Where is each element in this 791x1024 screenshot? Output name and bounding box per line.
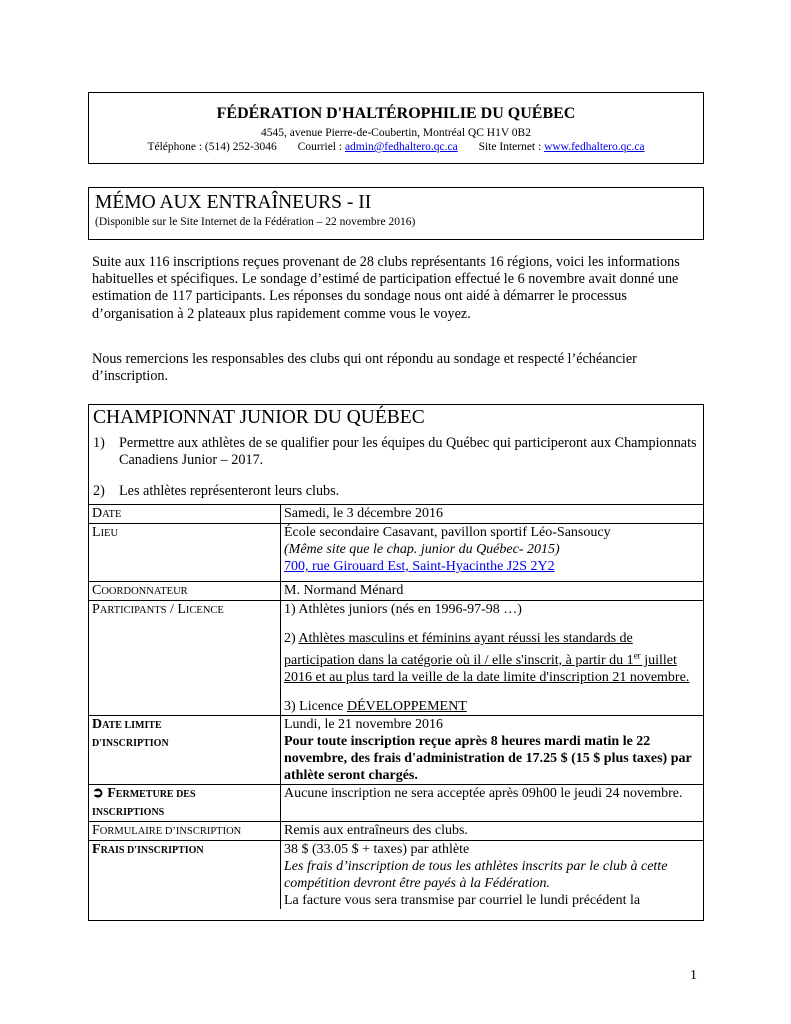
- intro-paragraph-1: Suite aux 116 inscriptions reçues provenant de 28 clubs représentants 16 régions, voici les informations habituelles et spécifiques. Le sondage d’estimé de participation effectué le 6 novembre avait donné une estimation de 117 participants. Les réponses du sondage nous ont aidé à démarrer le processus d’organisation à 2 plateaux plus rapidement comme vous le voyez.: [92, 254, 680, 322]
- site-label: Site Internet :: [478, 141, 542, 153]
- memo-box: [88, 187, 704, 240]
- value-coordinator: M. Normand Ménard: [281, 582, 704, 601]
- list-item: 1) Permettre aux athlètes de se qualifier pour les équipes du Québec qui participeront aux Championnats Canadiens Junior – 2017.: [93, 435, 697, 468]
- label-form: FORMULAIRE D’INSCRIPTION: [89, 821, 281, 840]
- table-row-form: [89, 821, 703, 840]
- organization-name: FÉDÉRATION D'HALTÉROPHILIE DU QUÉBEC: [216, 105, 576, 122]
- memo-subtitle: (Disponible sur le Site Internet de la Fédération – 22 novembre 2016): [95, 216, 416, 228]
- website-link[interactable]: www.fedhaltero.qc.ca: [544, 141, 645, 153]
- championship-section: [88, 404, 704, 921]
- contact-line: [89, 141, 703, 153]
- value-deadline: Lundi, le 21 novembre 2016 Pour toute inscription reçue après 8 heures mardi matin le 22 novembre, des frais d'administration de 17.25 $ (15 $ plus taxes) par athlète seront chargés.: [281, 715, 704, 784]
- value-fees: 38 $ (33.05 $ + taxes) par athlète Les frais d’inscription de tous les athlètes inscrits par le club à cette compétition devront être payés à la Fédération. La facture vous sera transmise par courriel le lundi précédent la: [281, 840, 704, 909]
- value-date: Samedi, le 3 décembre 2016: [281, 505, 704, 524]
- venue-address-link[interactable]: 700, rue Girouard Est, Saint-Hyacinthe J2S 2Y2: [284, 559, 555, 574]
- email-link[interactable]: admin@fedhaltero.qc.ca: [344, 141, 458, 153]
- organization-address: 4545, avenue Pierre-de-Coubertin, Montréal QC H1V 0B2: [261, 127, 531, 139]
- memo-title: MÉMO AUX ENTRAÎNEURS - II: [95, 192, 372, 213]
- value-participants: 1) Athlètes juniors (nés en 1996-97-98 …) 2) Athlètes masculins et féminins ayant réussi les standards de participation dans la catégorie où il / elle s'inscrit, à partir du 1er juillet 2016 et au plus tard la veille de la date limite d'inscription 21 novembre. 3) Licence DÉVELOPPEMENT: [281, 601, 704, 716]
- label-deadline: DATE LIMITE D'INSCRIPTION: [89, 715, 281, 784]
- table-row-fees: [89, 840, 703, 909]
- label-coordinator: COORDONNATEUR: [89, 582, 281, 601]
- table-row-date: [89, 505, 703, 524]
- table-row-lieu: [89, 524, 703, 582]
- letterhead: [88, 92, 704, 164]
- table-row-coordinator: [89, 582, 703, 601]
- arrow-icon: ➲: [92, 785, 108, 801]
- list-item: 2) Les athlètes représenteront leurs clubs.: [93, 483, 340, 499]
- objectives-list: [93, 435, 699, 500]
- label-lieu: LIEU: [89, 524, 281, 582]
- page-number: 1: [690, 968, 697, 983]
- label-fees: FRAIS D'INSCRIPTION: [89, 840, 281, 909]
- label-closing: ➲ FERMETURE DES INSCRIPTIONS: [89, 784, 281, 821]
- value-lieu: École secondaire Casavant, pavillon sportif Léo-Sansoucy (Même site que le chap. junior du Québec- 2015) 700, rue Girouard Est, Saint-Hyacinthe J2S 2Y2: [281, 524, 704, 582]
- info-table: [89, 504, 703, 909]
- table-row-participants: [89, 601, 703, 716]
- label-participants: PARTICIPANTS / LICENCE: [89, 601, 281, 716]
- value-closing: Aucune inscription ne sera acceptée après 09h00 le jeudi 24 novembre.: [281, 784, 704, 821]
- value-form: Remis aux entraîneurs des clubs.: [281, 821, 704, 840]
- intro-paragraph-2: Nous remercions les responsables des clubs qui ont répondu au sondage et respecté l’échéancier d’inscription.: [92, 351, 637, 385]
- table-row-deadline: [89, 715, 703, 784]
- phone-text: Téléphone : (514) 252-3046: [147, 141, 277, 153]
- table-row-closing: [89, 784, 703, 821]
- championship-title: CHAMPIONNAT JUNIOR DU QUÉBEC: [93, 407, 425, 428]
- label-date: DATE: [89, 505, 281, 524]
- email-label: Courriel :: [297, 141, 343, 153]
